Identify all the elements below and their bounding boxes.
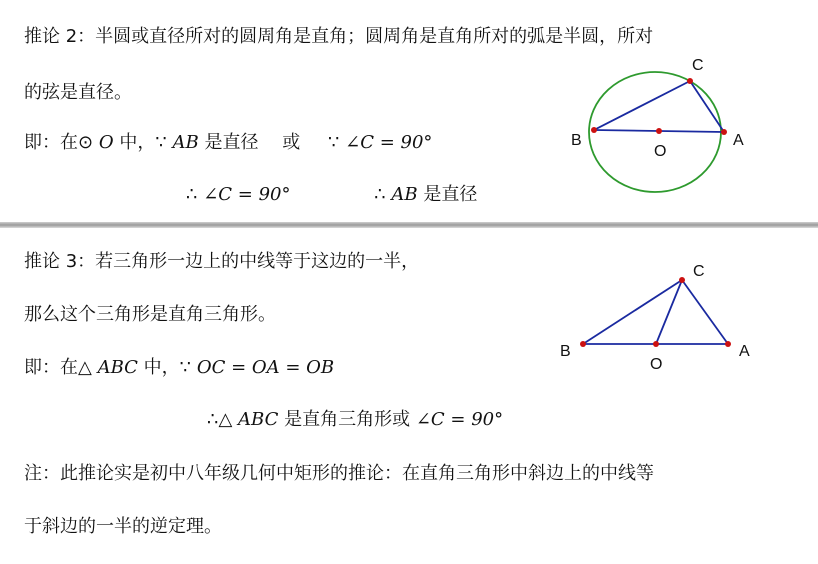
angle-c-result: ∠C = 90° <box>203 184 291 205</box>
cond3-prefix: 即：在△ <box>24 357 92 378</box>
label-a: A <box>733 132 744 149</box>
cond3-mid: 中，∵ <box>143 357 192 378</box>
corollary-2-statement-line2: 的弦是直径。 <box>24 82 132 103</box>
tri-label-c: C <box>693 263 705 280</box>
tri-label-b: B <box>560 343 571 360</box>
tri-point-c <box>679 277 685 283</box>
corollary-2-conclusion <box>186 183 477 207</box>
segment-ab: AB <box>172 132 199 153</box>
median-equation: OC = OA = OB <box>196 357 335 378</box>
angle-c-equation: ∠C = 90° <box>345 132 433 153</box>
tri-point-b <box>580 341 586 347</box>
circle-center-label: O <box>98 132 114 153</box>
therefore-symbol-1: ∴ <box>186 184 198 205</box>
section-divider <box>0 222 818 228</box>
corollary-2-condition <box>24 131 432 155</box>
therefore-symbol-2: ∴ <box>374 184 386 205</box>
corollary-3-conclusion <box>207 408 503 432</box>
tri-point-a <box>725 341 731 347</box>
note-line1: 注：此推论实是初中八年级几何中矩形的推论：在直角三角形中斜边上的中线等 <box>24 463 654 484</box>
is-diameter-text: 是直径 <box>204 132 259 153</box>
label-b: B <box>571 132 582 149</box>
cond-mid: 中，∵ <box>119 132 167 153</box>
corollary-3-statement-line1: 推论 3：若三角形一边上的中线等于这边的一半， <box>24 251 420 272</box>
point-a <box>721 129 727 135</box>
tri-label-a: A <box>739 343 750 360</box>
tri-point-o <box>653 341 659 347</box>
side-ca <box>682 280 728 344</box>
chord-ca <box>690 81 724 132</box>
tri-label-o: O <box>650 356 663 373</box>
angle-c-result-2: ∠C = 90° <box>415 409 504 430</box>
label-o: O <box>654 143 667 160</box>
segment-ab-result: AB <box>391 184 418 205</box>
point-c <box>687 78 693 84</box>
right-triangle-text: 是直角三角形或 <box>284 409 411 430</box>
label-c: C <box>692 57 704 74</box>
triangle-figure <box>555 255 765 375</box>
side-bc <box>583 280 682 344</box>
note-line2: 于斜边的一半的逆定理。 <box>24 516 222 537</box>
corollary-3-condition <box>24 356 334 380</box>
corollary-3-statement-line2: 那么这个三角形是直角三角形。 <box>24 304 276 325</box>
median-oc <box>656 280 682 344</box>
point-b <box>591 127 597 133</box>
cond-prefix: 即：在⊙ <box>24 132 94 153</box>
point-o <box>656 128 662 134</box>
triangle-abc-result: ABC <box>238 409 279 430</box>
is-diameter-result: 是直径 <box>423 184 478 205</box>
circle-figure <box>560 52 744 202</box>
conc3-prefix: ∴△ <box>207 409 233 430</box>
or-text: 或 <box>282 132 301 153</box>
corollary-2-statement-line1: 推论 2：半圆或直径所对的圆周角是直角；圆周角是直角所对的弧是半圆，所对 <box>24 26 654 47</box>
because-symbol: ∵ <box>327 132 340 153</box>
triangle-abc: ABC <box>97 357 138 378</box>
